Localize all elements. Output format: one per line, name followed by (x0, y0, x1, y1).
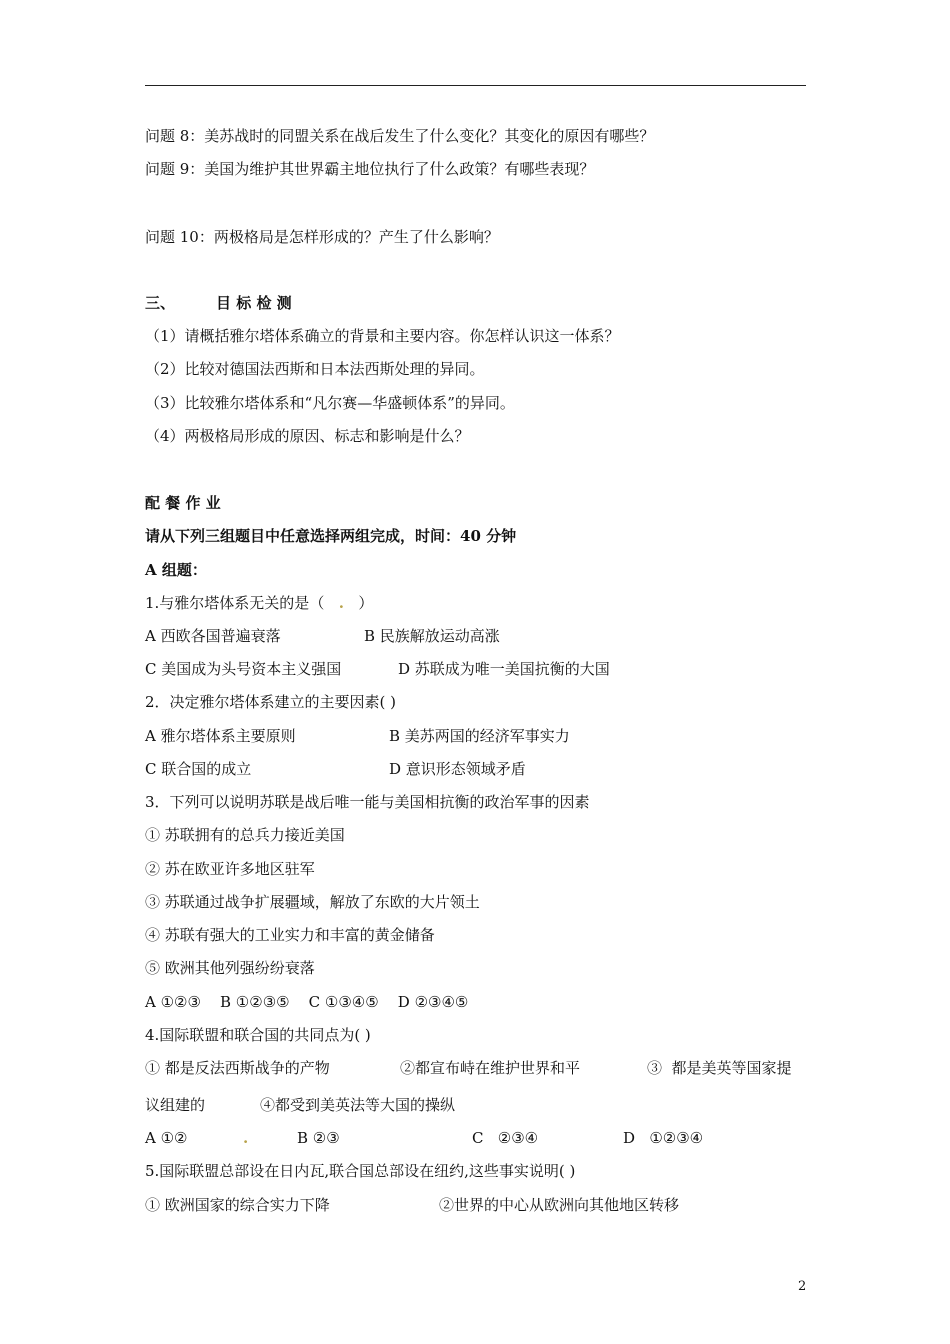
q4-item-4: ④都受到美英法等大国的操纵 (260, 1096, 456, 1114)
q3-item-3: ③ 苏联通过战争扩展疆域，解放了东欧的大片领土 (145, 893, 480, 911)
q5-item-1: ① 欧洲国家的综合实力下降 (145, 1196, 330, 1214)
q1-option-b: B 民族解放运动高涨 (364, 627, 500, 645)
q4-item-3-cont: 议组建的 (145, 1096, 206, 1114)
q1-option-c: C 美国成为头号资本主义强国 (145, 660, 342, 678)
q3-item-2: ② 苏在欧亚许多地区驻军 (145, 860, 315, 878)
section3-title: 目 标 检 测 (216, 294, 292, 312)
q4-item-1: ① 都是反法西斯战争的产物 (145, 1059, 330, 1077)
q2-stem: 2．决定雅尔塔体系建立的主要因素( ) (145, 693, 397, 711)
q5-stem: 5.国际联盟总部设在日内瓦,联合国总部设在纽约,这些事实说明( ) (145, 1162, 576, 1180)
q4-item-3: ③ 都是美英等国家提 (647, 1059, 792, 1077)
homework-instruction: 请从下列三组题目中任意选择两组完成，时间：40 分钟 (145, 527, 517, 545)
q4-option-b: B ②③ (297, 1129, 340, 1147)
q1-option-d: D 苏联成为唯一美国抗衡的大国 (398, 660, 610, 678)
header-rule (145, 85, 806, 86)
q2-option-d: D 意识形态领域矛盾 (389, 760, 526, 778)
q4-option-d: D ①②③④ (623, 1129, 704, 1147)
q3-options: A ①②③ B ①②③⑤ C ①③④⑤ D ②③④⑤ (145, 993, 469, 1011)
q4-stem: 4.国际联盟和联合国的共同点为( ) (145, 1026, 371, 1044)
q4-option-c: C ②③④ (472, 1129, 539, 1147)
q3-item-5: ⑤ 欧洲其他列强纷纷衰落 (145, 959, 315, 977)
q2-option-b: B 美苏两国的经济军事实力 (389, 727, 570, 745)
q5-item-2: ②世界的中心从欧洲向其他地区转移 (439, 1196, 680, 1214)
homework-title: 配 餐 作 业 (145, 494, 221, 512)
section3-item-3: （3）比较雅尔塔体系和“凡尔赛—华盛顿体系”的异同。 (145, 394, 515, 412)
q3-item-4: ④ 苏联有强大的工业实力和丰富的黄金储备 (145, 926, 435, 944)
q3-item-1: ① 苏联拥有的总兵力接近美国 (145, 826, 345, 844)
q1-stem: 1.与雅尔塔体系无关的是（ . ） (145, 594, 374, 612)
q2-option-c: C 联合国的成立 (145, 760, 252, 778)
q4-item-2: ②都宣布峙在维护世界和平 (400, 1059, 581, 1077)
q2-option-a: A 雅尔塔体系主要原则 (145, 727, 296, 745)
q1-dot: . (338, 594, 344, 612)
q3-stem: 3．下列可以说明苏联是战后唯一能与美国相抗衡的政治军事的因素 (145, 793, 590, 811)
section3-item-1: （1）请概括雅尔塔体系确立的背景和主要内容。你怎样认识这一体系？ (145, 327, 620, 345)
question-10: 问题 10：两极格局是怎样形成的？产生了什么影响？ (145, 228, 499, 246)
question-8: 问题 8：美苏战时的同盟关系在战后发生了什么变化？其变化的原因有哪些？ (145, 127, 655, 145)
page-number: 2 (798, 1279, 807, 1294)
question-9: 问题 9：美国为维护其世界霸主地位执行了什么政策？有哪些表现？ (145, 160, 595, 178)
section3-item-2: （2）比较对德国法西斯和日本法西斯处理的异同。 (145, 360, 485, 378)
q1-option-a: A 西欧各国普遍衰落 (145, 627, 281, 645)
q4-option-a: A ①② (145, 1129, 188, 1147)
q4-dot: . (243, 1129, 249, 1147)
group-a-label: A 组题： (145, 561, 207, 579)
section3-number: 三、 (145, 294, 176, 312)
section3-item-4: （4）两极格局形成的原因、标志和影响是什么？ (145, 427, 470, 445)
